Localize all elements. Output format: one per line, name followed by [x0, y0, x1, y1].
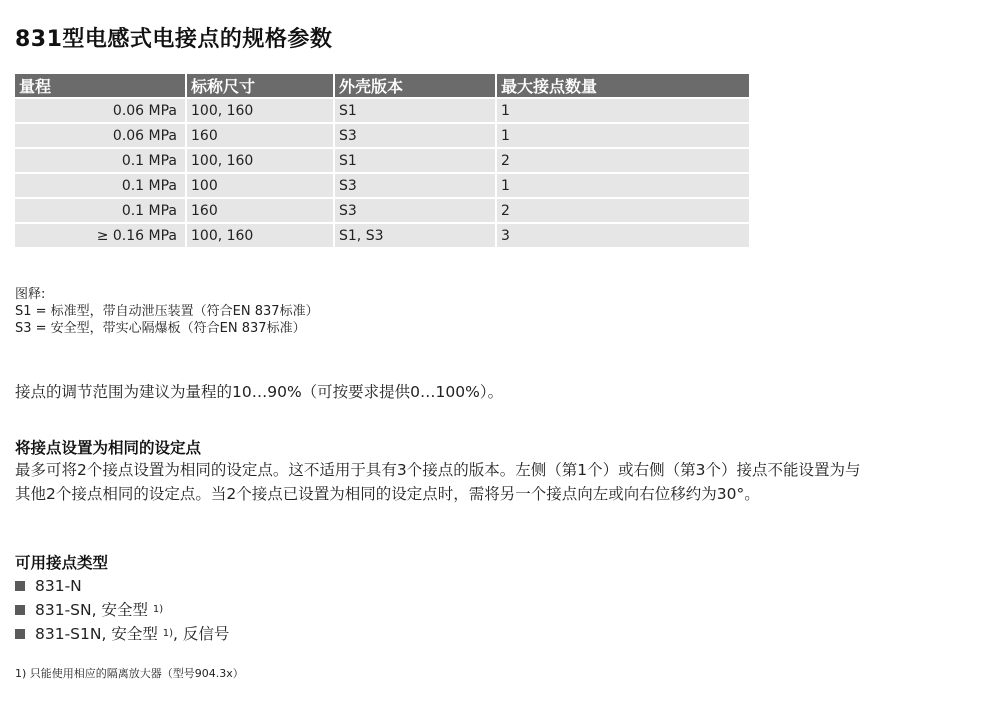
- cell-range: 0.06 MPa: [15, 99, 185, 122]
- contact-type-note: , 安全型: [91, 601, 148, 619]
- cell-nominal-size: 100: [187, 174, 333, 197]
- table-row: [15, 224, 749, 247]
- header-max-contacts: 最大接点数量: [497, 74, 749, 97]
- contact-type-name: 831-SN: [35, 601, 92, 619]
- square-bullet-icon: [15, 605, 25, 615]
- list-item: 831-SN , 安全型 1): [15, 598, 229, 622]
- cell-case-version: S3: [335, 124, 495, 147]
- cell-case-version: S1: [335, 99, 495, 122]
- cell-max-contacts: 2: [497, 199, 749, 222]
- cell-range: 0.1 MPa: [15, 149, 185, 172]
- cell-case-version: S3: [335, 199, 495, 222]
- contact-types-list: [15, 574, 229, 646]
- contact-type-name: 831-N: [35, 577, 82, 595]
- cell-max-contacts: 1: [497, 174, 749, 197]
- cell-nominal-size: 100, 160: [187, 224, 333, 247]
- same-setpoint-line-1: 最多可将2个接点设置为相同的设定点。这不适用于具有3个接点的版本。左侧（第1个）或右侧（第3个）接点不能设置为与: [15, 461, 861, 479]
- list-item: [15, 574, 229, 598]
- footnote: 1) 只能使用相应的隔离放大器（型号904.3x）: [15, 667, 244, 680]
- cell-nominal-size: 160: [187, 124, 333, 147]
- page-title: 831型电感式电接点的规格参数: [15, 27, 333, 52]
- square-bullet-icon: [15, 629, 25, 639]
- table-header-row: [15, 74, 749, 97]
- contact-type-suffix: , 反信号: [173, 625, 230, 643]
- same-setpoint-line-2: 其他2个接点相同的设定点。当2个接点已设置为相同的设定点时，需将另一个接点向左或向右位移约为30°。: [15, 485, 760, 503]
- table-row: [15, 199, 749, 222]
- cell-max-contacts: 2: [497, 149, 749, 172]
- table-row: [15, 124, 749, 147]
- cell-nominal-size: 160: [187, 199, 333, 222]
- cell-max-contacts: 3: [497, 224, 749, 247]
- table-row: [15, 149, 749, 172]
- header-case-version: 外壳版本: [335, 74, 495, 97]
- cell-case-version: S1: [335, 149, 495, 172]
- table-row: [15, 174, 749, 197]
- square-bullet-icon: [15, 581, 25, 591]
- adjustment-range-text: 接点的调节范围为建议为量程的10…90%（可按要求提供0…100%）。: [15, 383, 504, 401]
- cell-nominal-size: 100, 160: [187, 149, 333, 172]
- spec-table: [13, 72, 751, 249]
- cell-range: 0.1 MPa: [15, 199, 185, 222]
- cell-nominal-size: 100, 160: [187, 99, 333, 122]
- same-setpoint-text: [15, 458, 1000, 506]
- legend-s3: S3 = 安全型，带实心隔爆板（符合EN 837标准）: [15, 321, 306, 336]
- legend-title: 图释:: [15, 287, 46, 302]
- cell-range: 0.06 MPa: [15, 124, 185, 147]
- header-nominal-size: 标称尺寸: [187, 74, 333, 97]
- cell-case-version: S3: [335, 174, 495, 197]
- list-item: 831-S1N , 安全型 1) , 反信号: [15, 622, 229, 646]
- contact-type-note: , 安全型: [101, 625, 158, 643]
- cell-max-contacts: 1: [497, 124, 749, 147]
- cell-case-version: S1, S3: [335, 224, 495, 247]
- legend: [15, 286, 319, 337]
- contact-type-name: 831-S1N: [35, 625, 102, 643]
- cell-range: 0.1 MPa: [15, 174, 185, 197]
- cell-max-contacts: 1: [497, 99, 749, 122]
- contact-types-heading: 可用接点类型: [15, 554, 109, 572]
- cell-range: ≥ 0.16 MPa: [15, 224, 185, 247]
- header-range: 量程: [15, 74, 185, 97]
- table-row: [15, 99, 749, 122]
- legend-s1: S1 = 标准型，带自动泄压装置（符合EN 837标准）: [15, 304, 319, 319]
- same-setpoint-heading: 将接点设置为相同的设定点: [15, 439, 202, 457]
